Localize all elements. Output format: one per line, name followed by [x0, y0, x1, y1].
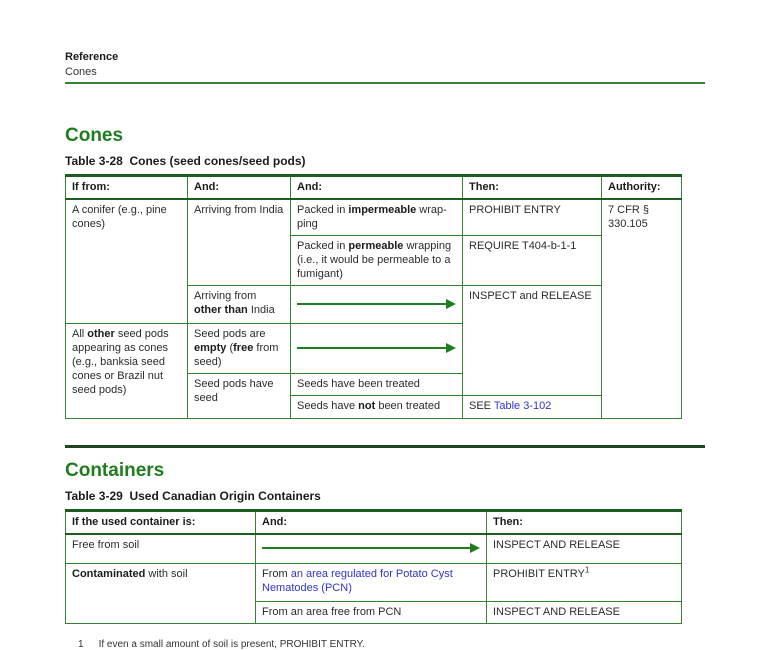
table-3-28-caption: Table 3-28 Cones (seed cones/seed pods): [65, 153, 306, 168]
right-arrow-icon: [262, 543, 480, 553]
table-3-29-caption: Table 3-29 Used Canadian Origin Containers: [65, 488, 321, 503]
cell-seeds-treated: Seeds have been treated: [291, 374, 463, 396]
table-header-row: [66, 175, 682, 199]
cross-reference-link[interactable]: Table 3-102: [493, 400, 552, 413]
cell-require-t404: REQUIRE T404-b-1-1: [463, 235, 602, 285]
cell-inspect-and-release-1: INSPECT AND RELEASE: [487, 534, 682, 564]
cell-free-from-soil: Free from soil: [66, 534, 256, 564]
cell-pcn-free-area: From an area free from PCN: [256, 602, 487, 624]
section-divider-rule: [65, 445, 705, 448]
cell-arrow-1: [291, 286, 463, 324]
cell-inspect-and-release-2: INSPECT AND RELEASE: [487, 602, 682, 624]
right-arrow-icon: [297, 299, 456, 309]
cell-arrow-2: [291, 324, 463, 374]
col-header-and: And:: [256, 510, 487, 534]
cell-all-other-seed-pods: All other seed pods appearing as cones (e.g., banksia seed cones or Brazil nut seed pods): [66, 324, 188, 418]
col-header-then: Then:: [487, 510, 682, 534]
col-header-then: Then:: [463, 175, 602, 199]
containers-table: [65, 509, 682, 625]
cell-seeds-not-treated: Seeds have not been treated: [291, 396, 463, 418]
cell-prohibit-entry-footnoted: PROHIBIT ENTRY$^1$: [487, 564, 682, 602]
cones-table: [65, 174, 682, 419]
cell-inspect-and-release: INSPECT and RELEASE: [463, 286, 602, 396]
col-header-if-container: If the used container is:: [66, 510, 256, 534]
footnote-text: If even a small amount of soil is present, PROHIBIT ENTRY.: [98, 639, 365, 650]
cell-conifer: A conifer (e.g., pine cones): [66, 199, 188, 324]
footnote-number: 1: [78, 639, 84, 650]
table-row: [66, 534, 682, 564]
cell-arriving-india: Arriving from India: [188, 199, 291, 286]
header-section-label: Cones: [65, 65, 97, 78]
cones-section-heading: Cones: [65, 124, 124, 146]
col-header-if-from: If from:: [66, 175, 188, 199]
cell-contaminated-with-soil: Contaminated with soil: [66, 564, 256, 624]
header-rule: [65, 82, 705, 84]
cell-impermeable-wrapping: Packed in impermeable wrapping: [291, 199, 463, 236]
cell-prohibit-entry: PROHIBIT ENTRY: [463, 199, 602, 236]
cell-other-than-india: Arriving from other than India: [188, 286, 291, 324]
cell-arrow-3: [256, 534, 487, 564]
table-header-row: [66, 510, 682, 534]
cell-authority-7cfr: 7 CFR § 330.105: [602, 199, 682, 418]
cross-reference-link[interactable]: an area regulated for Potato Cyst Nematodes (PCN): [262, 568, 453, 595]
col-header-authority: Authority:: [602, 175, 682, 199]
footnote: [65, 639, 705, 650]
table-row: [66, 199, 682, 236]
cell-pcn-regulated-area: From an area regulated for Potato Cyst Nematodes (PCN): [256, 564, 487, 602]
right-arrow-icon: [297, 343, 456, 353]
table-row: [66, 564, 682, 602]
cell-pods-have-seed: Seed pods have seed: [188, 374, 291, 418]
cell-pods-empty: Seed pods are empty (free from seed): [188, 324, 291, 374]
cell-see-table-3-102: SEE Table 3-102: [463, 396, 602, 418]
col-header-and-2: And:: [291, 175, 463, 199]
cell-permeable-wrapping: Packed in permeable wrapping (i.e., it would be permeable to a fumigant): [291, 235, 463, 285]
running-header: [65, 50, 705, 80]
containers-section-heading: Containers: [65, 459, 165, 481]
col-header-and-1: And:: [188, 175, 291, 199]
header-reference-label: Reference: [65, 51, 119, 63]
